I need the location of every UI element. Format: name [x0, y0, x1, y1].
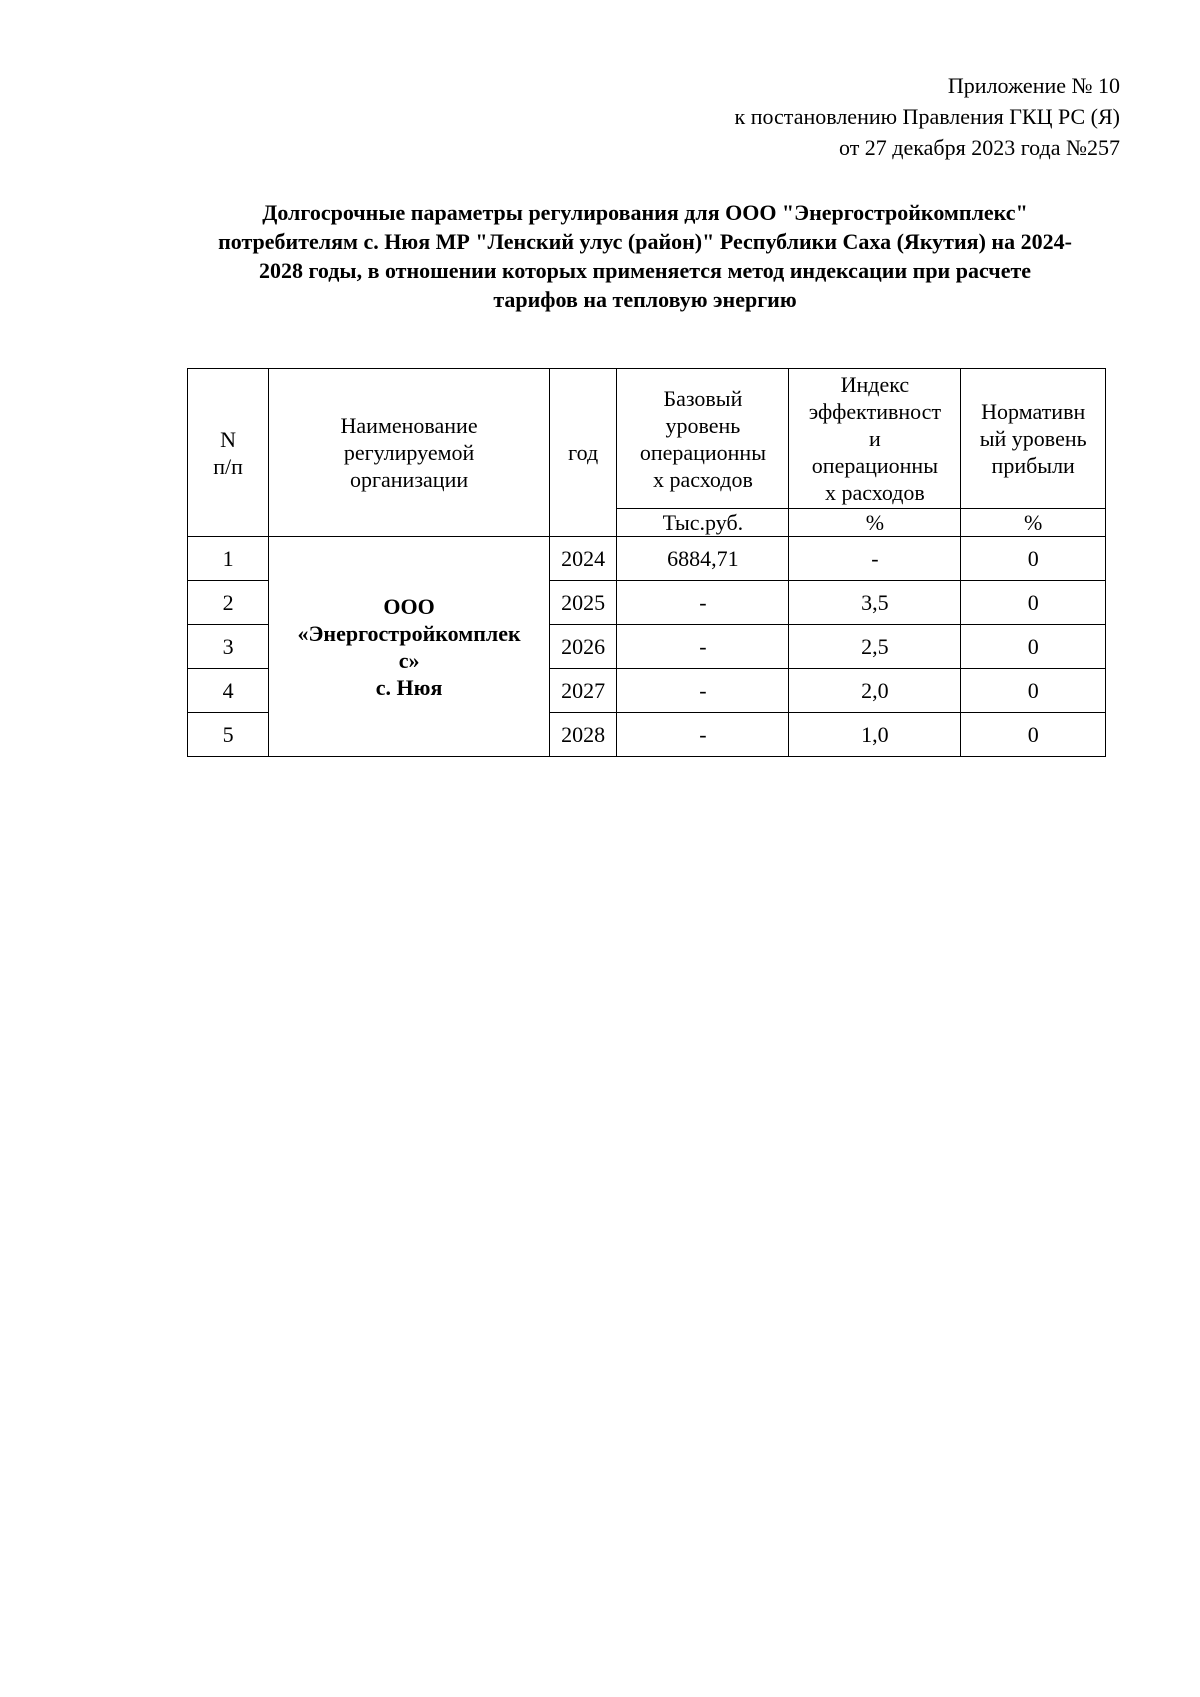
header-base-opex — [617, 369, 789, 509]
header-text: Нормативн — [981, 399, 1086, 424]
cell-efficiency-index: - — [789, 537, 961, 581]
header-text: уровень — [665, 412, 741, 438]
header-text: п/п — [213, 453, 243, 479]
unit-base-opex: Тыс.руб. — [617, 509, 789, 537]
cell-efficiency-index: 2,0 — [789, 669, 961, 713]
organization-text: с» — [398, 647, 420, 673]
appendix-date: от 27 декабря 2023 года №257 — [838, 135, 1120, 160]
cell-base-opex: - — [617, 581, 789, 625]
cell-number: 3 — [188, 625, 269, 669]
cell-number: 1 — [188, 537, 269, 581]
appendix-number: Приложение № 10 — [947, 73, 1120, 98]
unit-profit-level: % — [961, 509, 1106, 537]
document-title — [160, 198, 1130, 314]
cell-base-opex: - — [617, 669, 789, 713]
header-text: N — [220, 426, 237, 452]
header-text: операционны — [639, 439, 766, 465]
cell-base-opex: - — [617, 625, 789, 669]
cell-year: 2027 — [549, 669, 617, 713]
header-efficiency-index — [789, 369, 961, 509]
header-text: регулируемой — [343, 440, 475, 465]
table-row — [188, 537, 1106, 581]
appendix-resolution: к постановлению Правления ГКЦ РС (Я) — [734, 104, 1120, 129]
header-text: и — [869, 426, 881, 451]
cell-year: 2024 — [549, 537, 617, 581]
cell-year: 2026 — [549, 625, 617, 669]
cell-efficiency-index: 2,5 — [789, 625, 961, 669]
cell-organization — [269, 537, 550, 757]
header-text: х расходов — [824, 480, 925, 505]
cell-profit-level: 0 — [961, 669, 1106, 713]
document-title-line: тарифов на тепловую энергию — [493, 287, 797, 312]
document-title-line: 2028 годы, в отношении которых применяется метод индексации при расчете — [258, 258, 1032, 283]
header-text: ый уровень — [979, 426, 1087, 451]
organization-text: «Энергостройкомплек — [297, 620, 521, 646]
cell-number: 5 — [188, 713, 269, 757]
cell-profit-level: 0 — [961, 581, 1106, 625]
header-organization — [269, 369, 550, 537]
cell-year: 2025 — [549, 581, 617, 625]
organization-text: с. Нюя — [375, 674, 443, 700]
header-profit-level — [961, 369, 1106, 509]
cell-year: 2028 — [549, 713, 617, 757]
header-text: эффективност — [808, 399, 942, 424]
header-text: год — [568, 440, 599, 465]
appendix-reference — [735, 70, 1120, 163]
cell-base-opex: 6884,71 — [617, 537, 789, 581]
cell-profit-level: 0 — [961, 625, 1106, 669]
header-text: Индекс — [840, 372, 910, 397]
cell-number: 2 — [188, 581, 269, 625]
organization-text: ООО — [383, 593, 435, 619]
unit-efficiency-index: % — [789, 509, 961, 537]
document-title-line: потребителям с. Нюя МР "Ленский улус (район)" Республики Саха (Якутия) на 2024- — [218, 229, 1072, 254]
header-number — [188, 369, 269, 537]
cell-base-opex: - — [617, 713, 789, 757]
document-title-line: Долгосрочные параметры регулирования для ООО "Энергостройкомплекс" — [262, 200, 1028, 225]
cell-profit-level: 0 — [961, 537, 1106, 581]
header-text: х расходов — [652, 466, 753, 492]
table-header-row — [188, 369, 1106, 509]
header-text: организации — [350, 467, 469, 492]
header-text: операционны — [811, 453, 938, 478]
cell-efficiency-index: 3,5 — [789, 581, 961, 625]
regulation-parameters-table — [187, 368, 1106, 757]
cell-number: 4 — [188, 669, 269, 713]
header-text: Наименование — [340, 413, 478, 438]
cell-efficiency-index: 1,0 — [789, 713, 961, 757]
header-text: Базовый — [663, 385, 743, 411]
cell-profit-level: 0 — [961, 713, 1106, 757]
header-year — [549, 369, 617, 537]
header-text: прибыли — [991, 453, 1075, 478]
